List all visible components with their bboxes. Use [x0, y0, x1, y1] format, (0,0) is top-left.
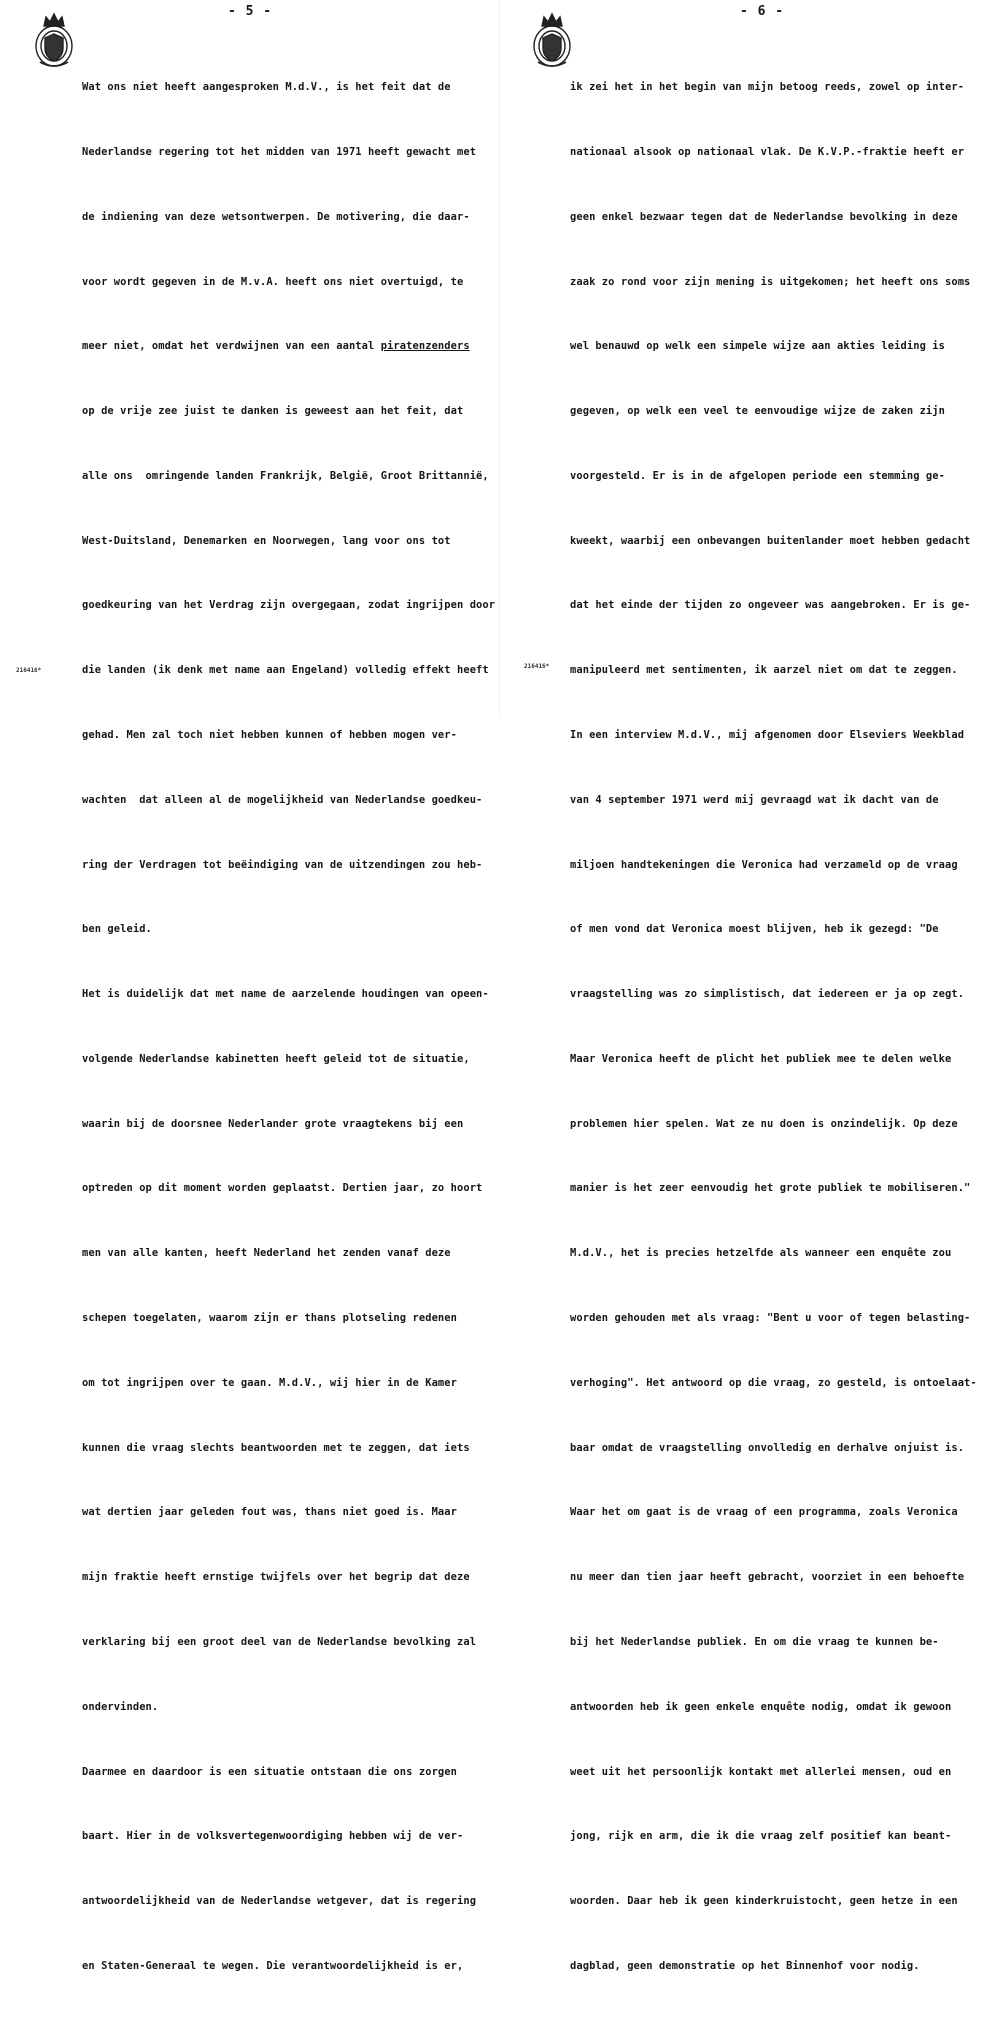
text-line: om tot ingrijpen over te gaan. M.d.V., wij hier in de Kamer	[82, 1376, 457, 1389]
text-line: ben geleid.	[82, 923, 152, 936]
footer-code: 216416*	[16, 667, 42, 674]
text-line: nationaal alsook op nationaal vlak. De K.V.P.-fraktie heeft er	[570, 145, 965, 158]
text-line: kweekt, waarbij een onbevangen buitenlander moet hebben gedacht	[570, 534, 971, 547]
text-line: waarin bij de doorsnee Nederlander grote vraagtekens bij een	[82, 1117, 464, 1130]
text-line: gegeven, op welk een veel te eenvoudige wijze de zaken zijn	[570, 405, 945, 418]
text-line: baar omdat de vraagstelling onvolledig en derhalve onjuist is.	[570, 1441, 965, 1454]
text-line: antwoorden heb ik geen enkele enquête nodig, omdat ik gewoon	[570, 1700, 952, 1713]
text-line: optreden op dit moment worden geplaatst. Dertien jaar, zo hoort	[82, 1182, 483, 1195]
left-page-text	[82, 34, 495, 2021]
text-line: ring der Verdragen tot beëindiging van de uitzendingen zou heb-	[82, 858, 483, 871]
right-page-text	[570, 34, 977, 2021]
text-line: In een interview M.d.V., mij afgenomen door Elseviers Weekblad	[570, 729, 965, 741]
text-line: wachten dat alleen al de mogelijkheid van Nederlandse goedkeu-	[82, 793, 483, 806]
page-number: - 6 -	[740, 4, 785, 19]
text-line: wat dertien jaar geleden fout was, thans niet goed is. Maar	[82, 1506, 457, 1519]
text-line: van 4 september 1971 werd mij gevraagd wat ik dacht van de	[570, 793, 939, 806]
text-line: ik zei het in het begin van mijn betoog reeds, zowel op inter-	[570, 81, 965, 94]
text-line: voor wordt gegeven in de M.v.A. heeft ons niet overtuigd, te	[82, 275, 464, 288]
text-line: gehad. Men zal toch niet hebben kunnen of hebben mogen ver-	[82, 729, 457, 741]
text-line: die landen (ik denk met name aan Engeland) volledig effekt heeft	[82, 664, 489, 677]
text-line: worden gehouden met als vraag: "Bent u voor of tegen belasting-	[570, 1312, 971, 1325]
text-line: Maar Veronica heeft de plicht het publiek mee te delen welke	[570, 1052, 952, 1065]
text-line: West-Duitsland, Denemarken en Noorwegen, lang voor ons tot	[82, 534, 451, 547]
text-line: manier is het zeer eenvoudig het grote publiek te mobiliseren."	[570, 1182, 971, 1195]
text-line: manipuleerd met sentimenten, ik aarzel niet om dat te zeggen.	[570, 664, 958, 677]
underlined-word: piratenzenders	[380, 340, 470, 353]
text-line: verhoging". Het antwoord op die vraag, zo gesteld, is ontoelaat-	[570, 1376, 977, 1389]
text-line: miljoen handtekeningen die Veronica had verzameld op de vraag	[570, 858, 958, 871]
text-line: wel benauwd op welk een simpele wijze aan akties leiding is	[570, 340, 945, 353]
text-line: bij het Nederlandse publiek. En om die vraag te kunnen be-	[570, 1635, 939, 1648]
text-line: voorgesteld. Er is in de afgelopen periode een stemming ge-	[570, 469, 945, 482]
text-line: Nederlandse regering tot het midden van 1971 heeft gewacht met	[82, 145, 477, 158]
text-line: of men vond dat Veronica moest blijven, heb ik gezegd: "De	[570, 923, 939, 936]
text-line: Waar het om gaat is de vraag of een programma, zoals Veronica	[570, 1506, 958, 1519]
text-line: nu meer dan tien jaar heeft gebracht, voorziet in een behoefte	[570, 1571, 965, 1584]
text-line: alle ons omringende landen Frankrijk, België, Groot Brittannië,	[82, 469, 489, 482]
text-line: weet uit het persoonlijk kontakt met allerlei mensen, oud en	[570, 1765, 952, 1778]
text-line: de indiening van deze wetsontwerpen. De motivering, die daar-	[82, 210, 470, 223]
text-line: jong, rijk en arm, die ik die vraag zelf positief kan beant-	[570, 1830, 952, 1843]
royal-crest-icon	[530, 10, 574, 70]
text-line: en Staten-Generaal te wegen. Die verantwoordelijkheid is er,	[82, 1959, 464, 1972]
footer-code: 216416*	[524, 663, 550, 670]
royal-crest-icon	[32, 10, 76, 70]
page-left	[0, 0, 500, 1972]
text-line: verklaring bij een groot deel van de Nederlandse bevolking zal	[82, 1635, 477, 1648]
text-line-underlined	[82, 336, 495, 358]
text-line: ondervinden.	[82, 1700, 159, 1713]
page-right	[500, 0, 1000, 1972]
text-line: schepen toegelaten, waarom zijn er thans plotseling redenen	[82, 1312, 457, 1325]
text-line: vraagstelling was zo simplistisch, dat iedereen er ja op zegt.	[570, 988, 965, 1001]
text-line-prefix: meer niet, omdat het verdwijnen van een aantal	[82, 340, 381, 353]
text-line: geen enkel bezwaar tegen dat de Nederlandse bevolking in deze	[570, 210, 958, 223]
text-line: Wat ons niet heeft aangesproken M.d.V., is het feit dat de	[82, 81, 451, 94]
text-line: dagblad, geen demonstratie op het Binnenhof voor nodig.	[570, 1959, 920, 1972]
text-line: zaak zo rond voor zijn mening is uitgekomen; het heeft ons soms	[570, 275, 971, 288]
text-line: Daarmee en daardoor is een situatie ontstaan die ons zorgen	[82, 1765, 457, 1778]
page-number: - 5 -	[228, 4, 273, 19]
text-line: Het is duidelijk dat met name de aarzelende houdingen van opeen-	[82, 988, 489, 1001]
text-line: volgende Nederlandse kabinetten heeft geleid tot de situatie,	[82, 1052, 470, 1065]
text-line: men van alle kanten, heeft Nederland het zenden vanaf deze	[82, 1247, 451, 1260]
text-line: M.d.V., het is precies hetzelfde als wanneer een enquête zou	[570, 1247, 952, 1260]
text-line: dat het einde der tijden zo ongeveer was aangebroken. Er is ge-	[570, 599, 971, 612]
text-line: mijn fraktie heeft ernstige twijfels over het begrip dat deze	[82, 1571, 470, 1584]
text-line: woorden. Daar heb ik geen kinderkruistocht, geen hetze in een	[570, 1895, 958, 1908]
text-line: kunnen die vraag slechts beantwoorden met te zeggen, dat iets	[82, 1441, 470, 1454]
text-line: op de vrije zee juist te danken is geweest aan het feit, dat	[82, 405, 464, 418]
text-line: antwoordelijkheid van de Nederlandse wetgever, dat is regering	[82, 1895, 477, 1908]
text-line: baart. Hier in de volksvertegenwoordiging hebben wij de ver-	[82, 1830, 464, 1843]
text-line: problemen hier spelen. Wat ze nu doen is onzindelijk. Op deze	[570, 1117, 958, 1130]
text-line: goedkeuring van het Verdrag zijn overgegaan, zodat ingrijpen door	[82, 599, 496, 612]
